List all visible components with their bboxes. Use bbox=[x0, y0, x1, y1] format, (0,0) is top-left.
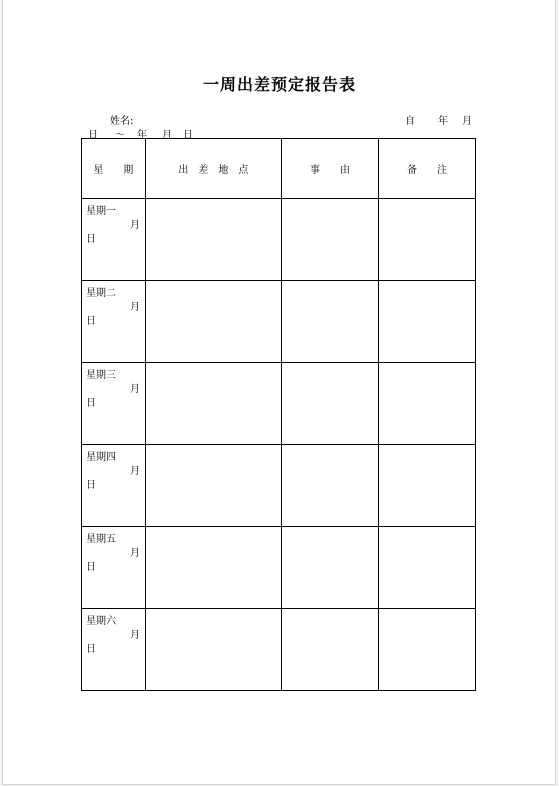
reason-cell[interactable] bbox=[282, 445, 379, 527]
weekday-cell bbox=[82, 281, 146, 363]
location-cell[interactable] bbox=[145, 363, 281, 445]
location-cell[interactable] bbox=[145, 609, 281, 691]
table-row bbox=[82, 609, 476, 691]
report-table bbox=[81, 138, 476, 691]
weekday-cell bbox=[82, 527, 146, 609]
day-label: 日 bbox=[86, 644, 96, 655]
start-month-label: 月 bbox=[462, 116, 472, 127]
day-label: 日 bbox=[86, 398, 96, 409]
table-row bbox=[82, 445, 476, 527]
reason-cell[interactable] bbox=[282, 363, 379, 445]
reason-cell[interactable] bbox=[282, 199, 379, 281]
reason-cell[interactable] bbox=[282, 609, 379, 691]
location-cell[interactable] bbox=[145, 281, 281, 363]
start-day-label: 日 bbox=[88, 130, 98, 141]
month-label: 月 bbox=[130, 220, 140, 231]
remarks-cell[interactable] bbox=[379, 445, 476, 527]
location-cell[interactable] bbox=[145, 527, 281, 609]
end-day-label: 日 bbox=[183, 130, 193, 141]
weekday-label: 星期六 bbox=[86, 616, 116, 627]
location-cell[interactable] bbox=[145, 199, 281, 281]
range-tilde: 〜 bbox=[115, 130, 125, 141]
page-title: 一周出差预定报告表 bbox=[202, 75, 356, 94]
weekday-cell bbox=[82, 609, 146, 691]
weekday-label: 星期二 bbox=[86, 288, 116, 299]
end-month-label: 月 bbox=[162, 130, 172, 141]
from-label: 自 bbox=[405, 116, 415, 127]
weekday-cell bbox=[82, 199, 146, 281]
remarks-cell[interactable] bbox=[379, 281, 476, 363]
weekday-cell bbox=[82, 445, 146, 527]
table-row bbox=[82, 363, 476, 445]
name-label: 姓名: bbox=[110, 116, 134, 127]
table-row bbox=[82, 199, 476, 281]
remarks-cell[interactable] bbox=[379, 527, 476, 609]
header-remarks: 备 注 bbox=[379, 139, 476, 199]
table-row bbox=[82, 527, 476, 609]
header-reason: 事 由 bbox=[282, 139, 379, 199]
remarks-cell[interactable] bbox=[379, 609, 476, 691]
month-label: 月 bbox=[130, 384, 140, 395]
weekday-cell bbox=[82, 363, 146, 445]
weekday-label: 星期五 bbox=[86, 534, 116, 545]
month-label: 月 bbox=[130, 630, 140, 641]
day-label: 日 bbox=[86, 234, 96, 245]
day-label: 日 bbox=[86, 480, 96, 491]
weekday-label: 星期四 bbox=[86, 452, 116, 463]
location-cell[interactable] bbox=[145, 445, 281, 527]
day-label: 日 bbox=[86, 316, 96, 327]
table-header-row bbox=[82, 139, 476, 199]
day-label: 日 bbox=[86, 562, 96, 573]
month-label: 月 bbox=[130, 302, 140, 313]
table-row bbox=[82, 281, 476, 363]
weekday-label: 星期三 bbox=[86, 370, 116, 381]
start-year-label: 年 bbox=[438, 116, 448, 127]
header-weekday: 星 期 bbox=[82, 139, 146, 199]
month-label: 月 bbox=[130, 548, 140, 559]
month-label: 月 bbox=[130, 466, 140, 477]
header-location: 出 差 地 点 bbox=[145, 139, 281, 199]
end-year-label: 年 bbox=[137, 130, 147, 141]
reason-cell[interactable] bbox=[282, 281, 379, 363]
weekday-label: 星期一 bbox=[86, 206, 116, 217]
remarks-cell[interactable] bbox=[379, 199, 476, 281]
remarks-cell[interactable] bbox=[379, 363, 476, 445]
reason-cell[interactable] bbox=[282, 527, 379, 609]
